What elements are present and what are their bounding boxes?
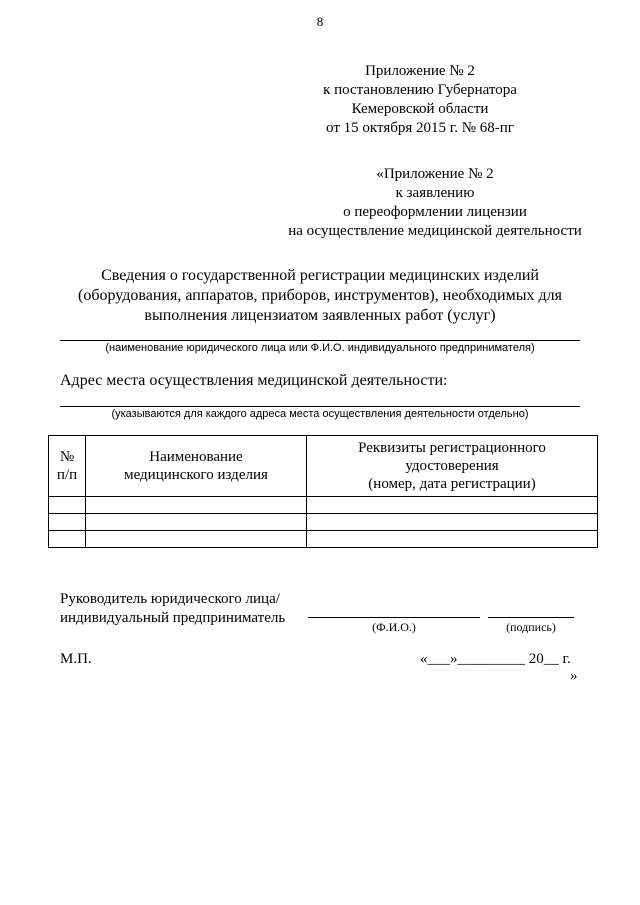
- table-cell[interactable]: [86, 497, 307, 514]
- col-number-header-line: №: [59, 449, 75, 465]
- col-registration-header-line: (номер, дата регистрации): [368, 476, 536, 492]
- signatory-label-line: Руководитель юридического лица/: [60, 591, 280, 607]
- licensee-name-caption: (наименование юридического лица или Ф.И.О. индивидуального предпринимателя): [105, 342, 535, 354]
- table-row: [49, 531, 598, 548]
- col-device-name-header-line: Наименование: [149, 449, 243, 465]
- medical-devices-table: [48, 435, 598, 548]
- appendix-header: [300, 62, 540, 138]
- fio-caption: (Ф.И.О.): [372, 620, 416, 634]
- closing-quote: »: [570, 668, 578, 684]
- col-registration-header-line: Реквизиты регистрационного: [358, 440, 546, 456]
- document-title-line: Сведения о государственной регистрации медицинских изделий: [101, 267, 539, 284]
- table-cell[interactable]: [307, 497, 598, 514]
- table-cell[interactable]: [49, 514, 86, 531]
- application-appendix-line: «Приложение № 2: [376, 166, 494, 182]
- signature-line[interactable]: [488, 617, 574, 618]
- col-registration-header-line: удостоверения: [405, 458, 499, 474]
- signatory-label-line: индивидуальный предприниматель: [60, 610, 286, 626]
- table-cell[interactable]: [86, 531, 307, 548]
- col-number-header-line: п/п: [56, 467, 78, 483]
- address-line[interactable]: [60, 406, 580, 407]
- date-field[interactable]: «___»_________ 20__ г.: [420, 651, 571, 667]
- application-appendix-line: о переоформлении лицензии: [343, 204, 527, 220]
- appendix-header-line: от 15 октября 2015 г. № 68-пг: [326, 120, 514, 136]
- table-row: [49, 497, 598, 514]
- table-cell[interactable]: [307, 531, 598, 548]
- table-cell[interactable]: [49, 531, 86, 548]
- application-appendix-line: на осуществление медицинской деятельности: [288, 223, 582, 239]
- document-title-line: (оборудования, аппаратов, приборов, инструментов), необходимых для: [78, 287, 562, 304]
- appendix-header-line: к постановлению Губернатора: [323, 82, 517, 98]
- table-header-row: [49, 436, 598, 497]
- appendix-header-line: Кемеровской области: [351, 101, 489, 117]
- table-row: [49, 514, 598, 531]
- address-label: Адрес места осуществления медицинской деятельности:: [60, 372, 448, 389]
- application-appendix-line: к заявлению: [395, 185, 475, 201]
- col-number-header: [49, 436, 86, 497]
- table-cell[interactable]: [49, 497, 86, 514]
- page-number: 8: [316, 14, 324, 29]
- col-device-name-header: [86, 436, 307, 497]
- table-cell[interactable]: [307, 514, 598, 531]
- col-device-name-header-line: медицинского изделия: [124, 467, 268, 483]
- col-registration-header: [307, 436, 598, 497]
- licensee-name-line[interactable]: [60, 340, 580, 341]
- signatory-label: [60, 590, 285, 628]
- fio-line[interactable]: [308, 617, 480, 618]
- application-appendix-header: [270, 165, 600, 241]
- table-cell[interactable]: [86, 514, 307, 531]
- signature-caption: (подпись): [506, 620, 556, 634]
- stamp-label: М.П.: [60, 651, 92, 667]
- appendix-header-line: Приложение № 2: [365, 63, 475, 79]
- document-title-line: выполнения лицензиатом заявленных работ (услуг): [144, 307, 496, 324]
- address-caption: (указываются для каждого адреса места осуществления деятельности отдельно): [111, 408, 529, 420]
- document-title: [60, 266, 580, 326]
